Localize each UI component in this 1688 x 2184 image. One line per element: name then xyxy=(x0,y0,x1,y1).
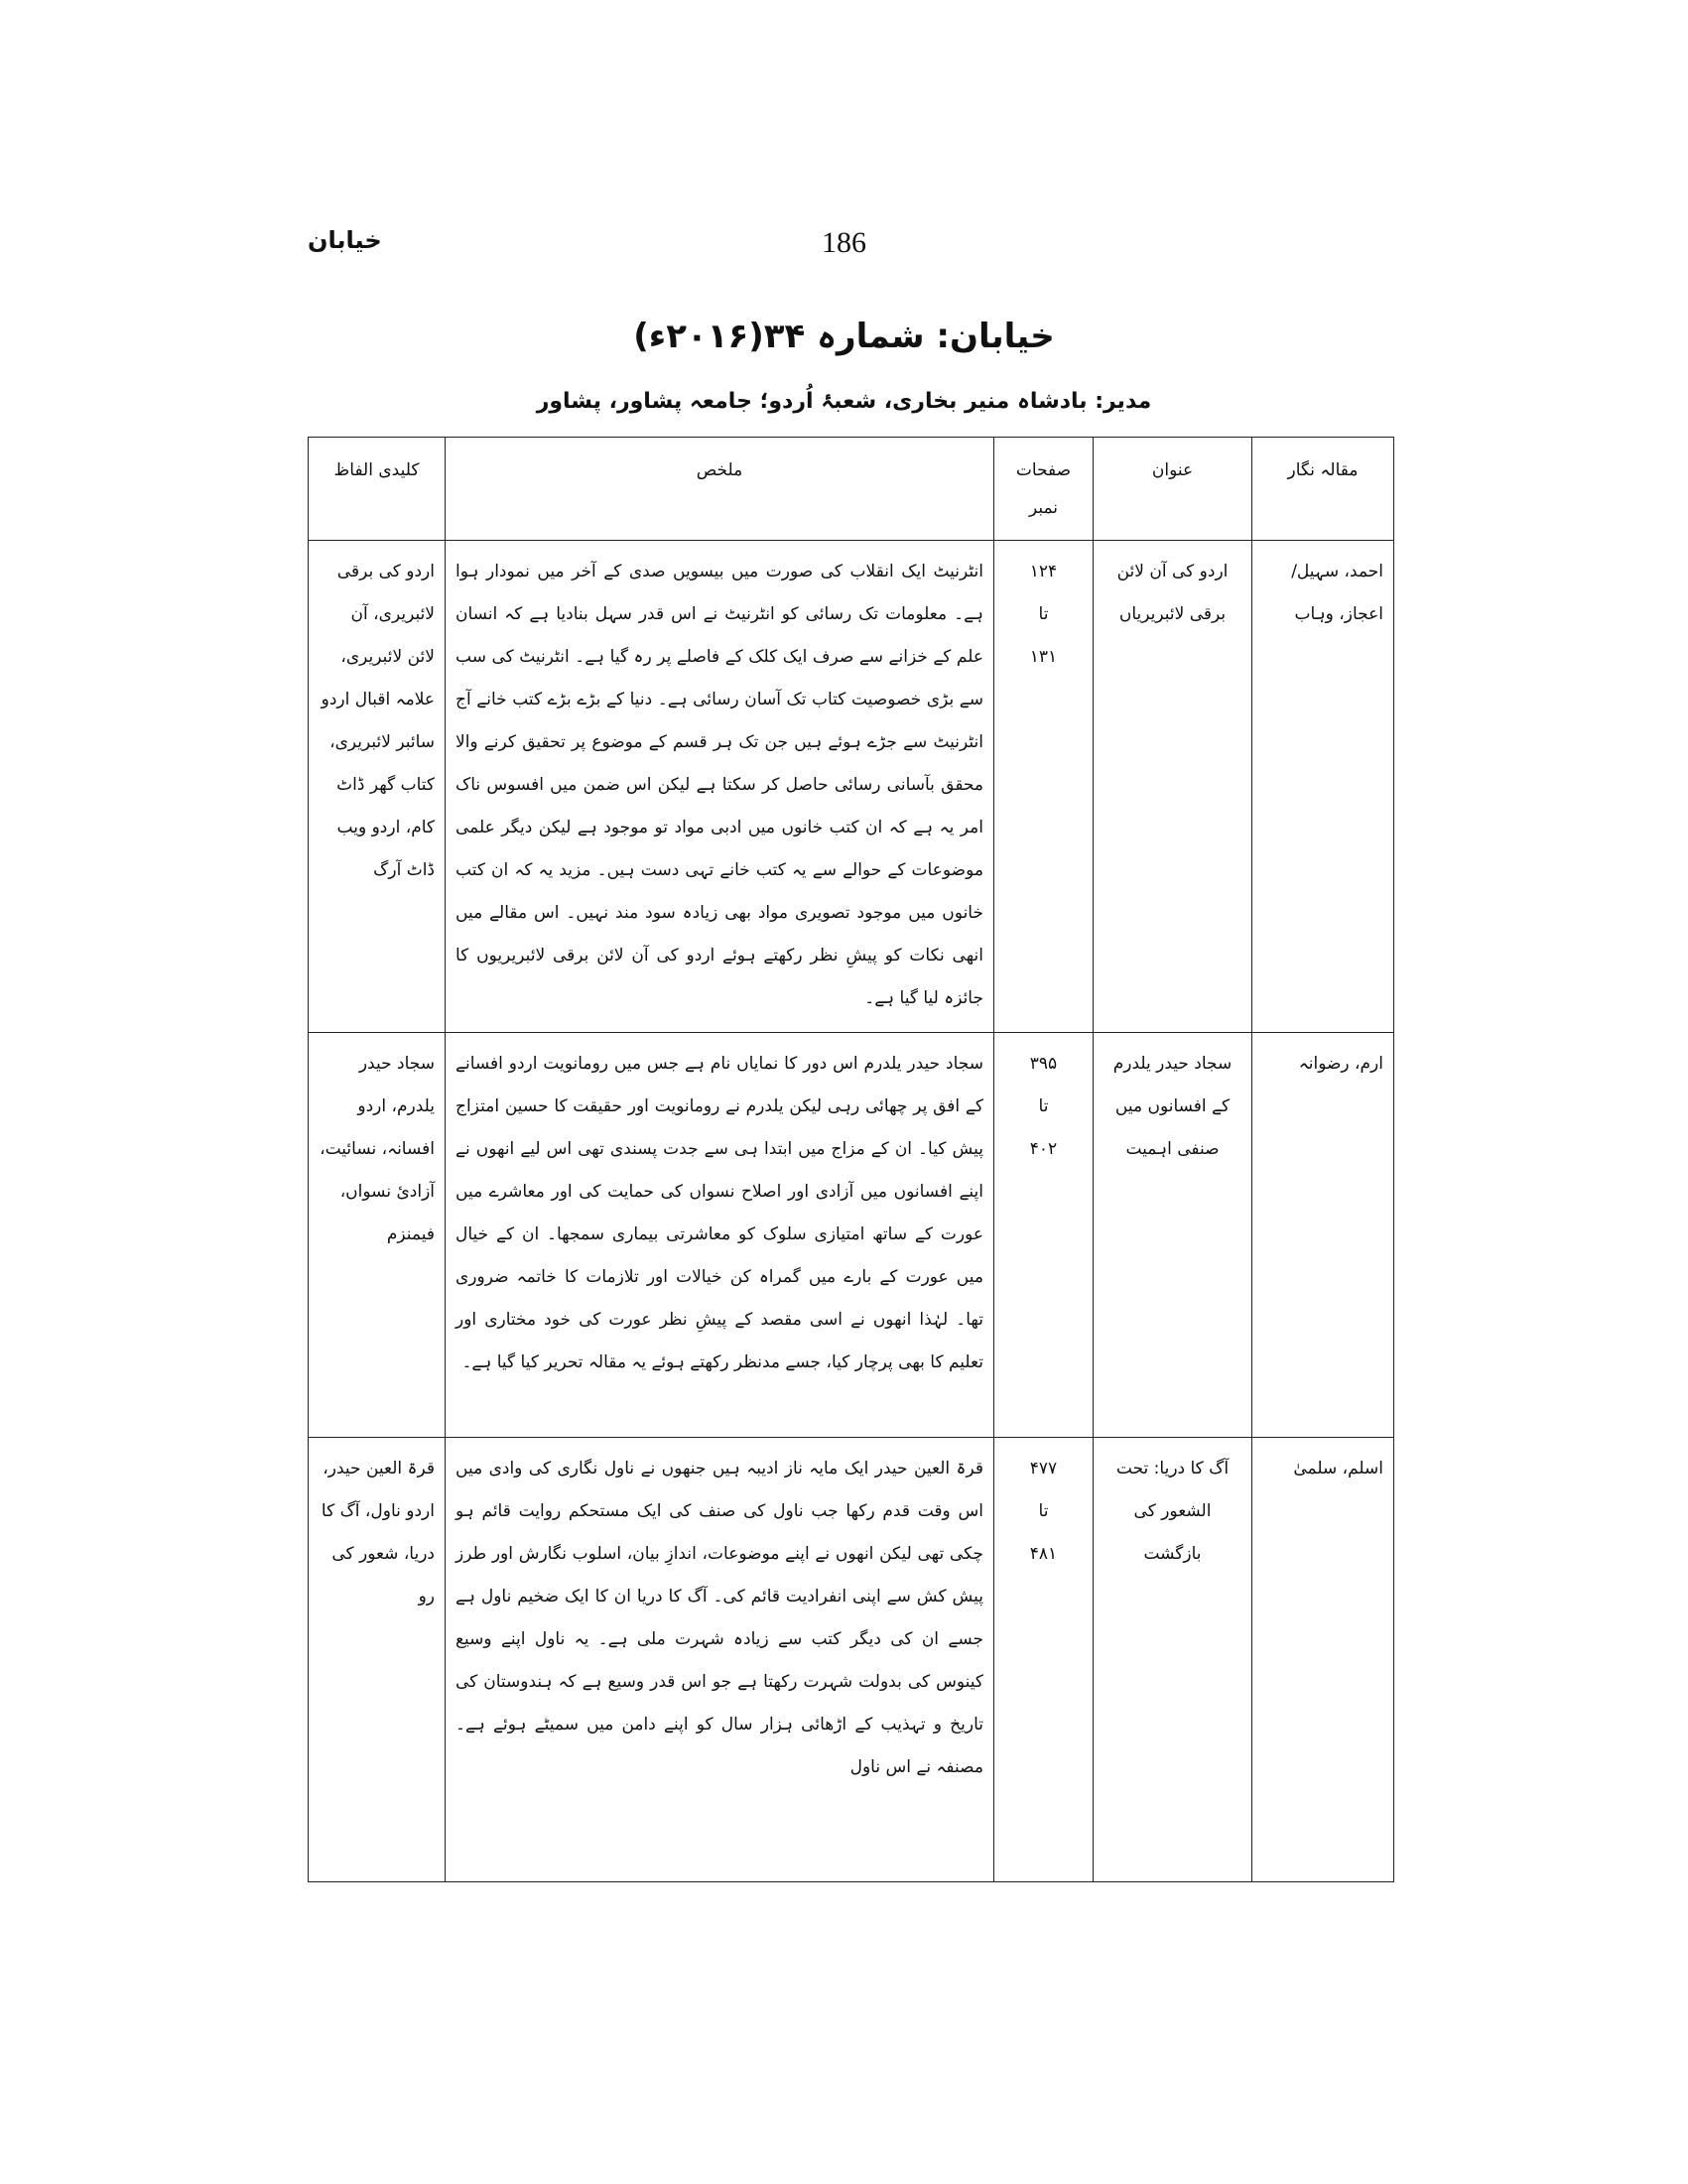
table-row xyxy=(309,1438,1394,1882)
table-header-row xyxy=(309,438,1394,541)
summary-cell: انٹرنیٹ ایک انقلاب کی صورت میں بیسویں صدی کے آخر میں نمودار ہوا ہے۔ معلومات تک رسائی کو انٹرنیٹ نے اس قدر سہل بنادیا ہے کہ انسان علم کے خزانے سے صرف ایک کلک کے فاصلے پر رہ گیا ہے۔ انٹرنیٹ کی سب سے بڑی خصوصیت کتاب تک آسان رسائی ہے۔ دنیا کے بڑے بڑے کتب خانے آج انٹرنیٹ سے جڑے ہوئے ہیں جن تک ہر قسم کے موضوع پر تحقیق کرنے والا محقق بآسانی رسائی حاصل کر سکتا ہے لیکن اس ضمن میں افسوس ناک امر یہ ہے کہ ان کتب خانوں میں ادبی مواد تو موجود ہے لیکن دیگر علمی موضوعات کے حوالے سے یہ کتب خانے تہی دست ہیں۔ مزید یہ کہ ان کتب خانوں میں موجود تصویری مواد بھی زیادہ سود مند نہیں۔ اس مقالے میں انھی نکات کو پیشِ نظر رکھتے ہوئے اردو کی آن لائن برقی لائبریریوں کا جائزہ لیا گیا ہے۔ xyxy=(446,541,994,1033)
pages-cell xyxy=(994,1438,1094,1882)
pages-to: ۱۳۱ xyxy=(1029,647,1058,667)
header-summary: ملخص xyxy=(446,438,994,541)
header-keywords: کلیدی الفاظ xyxy=(309,438,446,541)
keywords-cell: قرۃ العین حیدر، اردو ناول، آگ کا دریا، شعور کی رو xyxy=(309,1438,446,1882)
author-cell: احمد، سہیل/ اعجاز، وہاب xyxy=(1252,541,1394,1033)
header-title: عنوان xyxy=(1094,438,1252,541)
title-cell: اردو کی آن لائن برقی لائبریریاں xyxy=(1094,541,1252,1033)
pages-to: ۴۸۱ xyxy=(1029,1544,1058,1564)
pages-from: ۳۹۵ xyxy=(1029,1054,1058,1074)
keywords-cell: اردو کی برقی لائبریری، آن لائن لائبریری، علامہ اقبال اردو سائبر لائبریری، کتاب گھر ڈاٹ کام، اردو ویب ڈاٹ آرگ xyxy=(309,541,446,1033)
author-cell: ارم، رضوانہ xyxy=(1252,1033,1394,1438)
pages-from: ۱۲۴ xyxy=(1029,562,1058,581)
header-author: مقالہ نگار xyxy=(1252,438,1394,541)
pages-cell xyxy=(994,541,1094,1033)
header-pages: صفحات نمبر xyxy=(994,438,1094,541)
title-cell: آگ کا دریا: تحت الشعور کی بازگشت xyxy=(1094,1438,1252,1882)
article-index-table xyxy=(308,437,1394,1882)
pages-to: ۴۰۲ xyxy=(1029,1139,1058,1159)
pages-from: ۴۷۷ xyxy=(1029,1459,1058,1478)
title-cell: سجاد حیدر یلدرم کے افسانوں میں صنفی اہمیت xyxy=(1094,1033,1252,1438)
editor-line: مدیر: بادشاہ منیر بخاری، شعبۂ اُردو؛ جامعہ پشاور، پشاور xyxy=(536,389,1152,414)
table-row xyxy=(309,541,1394,1033)
pages-to-label: تا xyxy=(1038,1096,1049,1116)
running-title: خیابان xyxy=(308,226,382,254)
pages-to-label: تا xyxy=(1038,1501,1049,1521)
table-row xyxy=(309,1033,1394,1438)
author-cell: اسلم، سلمیٰ xyxy=(1252,1438,1394,1882)
pages-cell xyxy=(994,1033,1094,1438)
summary-cell: قرۃ العین حیدر ایک مایہ ناز ادیبہ ہیں جنھوں نے ناول نگاری کی وادی میں اس وقت قدم رکھا جب ناول کی صنف کی ایک مستحکم روایت قائم ہو چکی تھی لیکن انھوں نے اپنے موضوعات، اندازِ بیان، اسلوب نگارش اور طرز پیش کش سے اپنی انفرادیت قائم کی۔ آگ کا دریا ان کا ایک ضخیم ناول ہے جسے ان کی دیگر کتب سے زیادہ شہرت ملی ہے۔ یہ ناول اپنے وسیع کینوس کی بدولت شہرت رکھتا ہے جو اس قدر وسیع ہے کہ ہندوستان کی تاریخ و تہذیب کے اڑھائی ہزار سال کو اپنے دامن میں سمیٹے ہوئے ہے۔ مصنفہ نے اس ناول xyxy=(446,1438,994,1882)
keywords-cell: سجاد حیدر یلدرم، اردو افسانہ، نسائیت، آزادیٔ نسواں، فیمنزم xyxy=(309,1033,446,1438)
page-number: 186 xyxy=(822,226,866,259)
summary-cell: سجاد حیدر یلدرم اس دور کا نمایاں نام ہے جس میں رومانویت اردو افسانے کے افق پر چھائی رہی لیکن یلدرم نے رومانویت اور حقیقت کا حسین امتزاج پیش کیا۔ ان کے مزاج میں ابتدا ہی سے جدت پسندی تھی اس لیے انھوں نے اپنے افسانوں میں آزادی اور اصلاح نسواں کی حمایت کی اور معاشرے میں عورت کے ساتھ امتیازی سلوک کو معاشرتی بیماری سمجھا۔ ان کے خیال میں عورت کے بارے میں گمراہ کن خیالات اور تلازمات کا خاتمہ ضروری تھا۔ لہٰذا انھوں نے اسی مقصد کے پیشِ نظر عورت کی خود مختاری اور تعلیم کا بھی پرچار کیا، جسے مدنظر رکھتے ہوئے یہ مقالہ تحریر کیا گیا ہے۔ xyxy=(446,1033,994,1438)
pages-to-label: تا xyxy=(1038,604,1049,624)
issue-title: خیابان: شمارہ ۳۴(۲۰۱۶ء) xyxy=(633,317,1055,356)
